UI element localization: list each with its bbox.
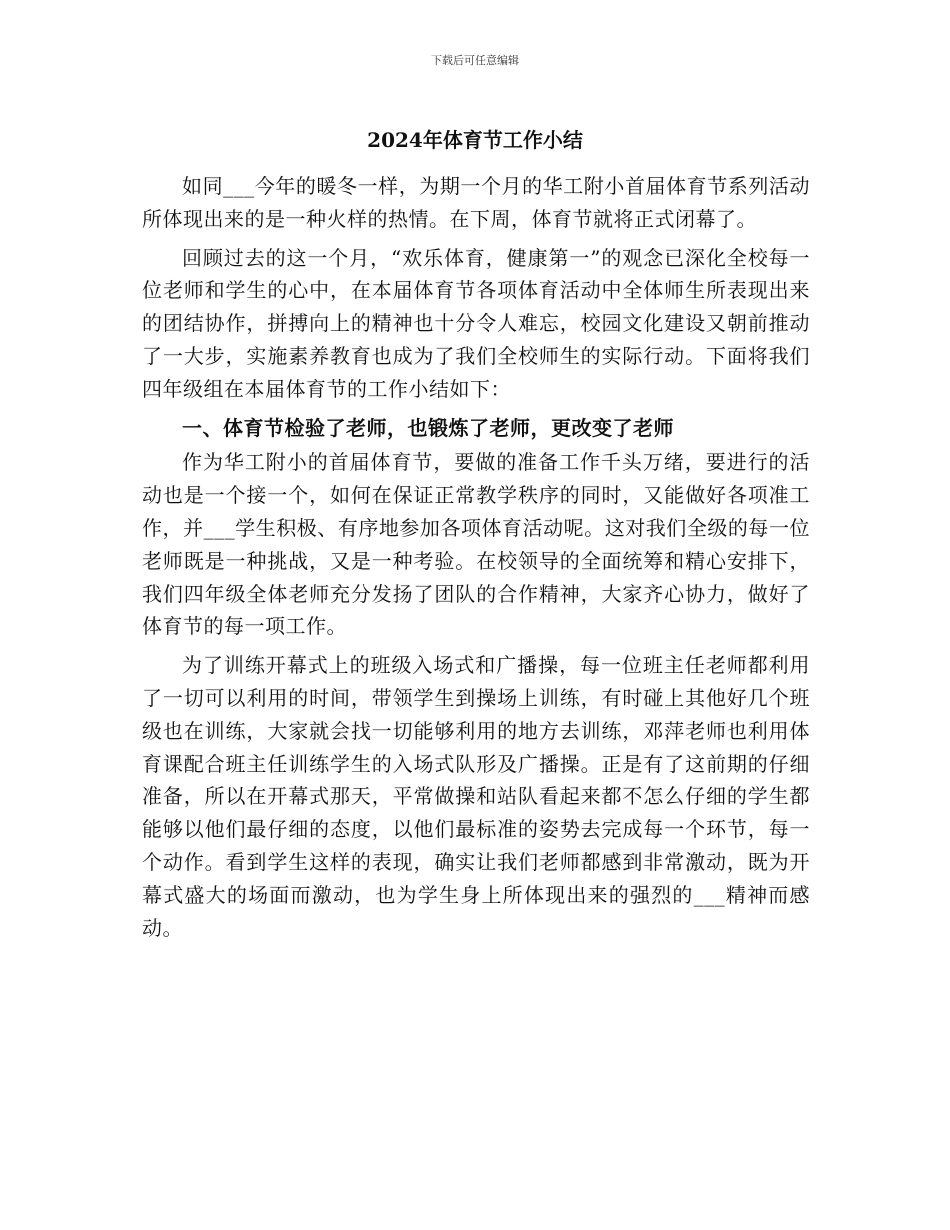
paragraph-intro: 如同___今年的暖冬一样，为期一个月的华工附小首届体育节系列活动所体现出来的是一种火样的热情。在下周，体育节就将正式闭幕了。 <box>142 174 810 231</box>
section-heading-1: 一、体育节检验了老师，也锻炼了老师，更改变了老师 <box>182 415 674 440</box>
paragraph-training: 为了训练开幕式上的班级入场式和广播操，每一位班主任老师都利用了一切可以利用的时间，带领学生到操场上训练，有时碰上其他好几个班级也在训练，大家就会找一切能够利用的地方去训练，邓萍老师也利用体育课配合班主任训练学生的入场式队形及广播操。正是有了这前期的仔细准备，所以在开幕式那天，平常做操和站队看起来都不怎么仔细的学生都能够以他们最仔细的态度，以他们最标准的姿势去完成每一个环节，每一个动作。看到学生这样的表现，确实让我们老师都感到非常激动，既为开幕式盛大的场面而激动，也为学生身上所体现出来的强烈的___精神而感动。 <box>142 653 810 940</box>
document-body <box>142 170 810 950</box>
document-title: 2024年体育节工作小结 <box>367 128 583 152</box>
paragraph-review: 回顾过去的这一个月，“欢乐体育，健康第一”的观念已深化全校每一位老师和学生的心中，在本届体育节各项体育活动中全体师生所表现出来的团结协作，拼搏向上的精神也十分令人难忘，校园文化建设又朝前推动了一大步，实施素养教育也成为了我们全校师生的实际行动。下面将我们四年级组在本届体育节的工作小结如下： <box>142 245 810 401</box>
page-header-note: 下载后可任意编辑 <box>431 54 519 67</box>
paragraph-preparation: 作为华工附小的首届体育节，要做的准备工作千头万绪，要进行的活动也是一个接一个，如何在保证正常教学秩序的同时，又能做好各项准工作，并___学生积极、有序地参加各项体育活动呢。这对我们全级的每一位老师既是一种挑战，又是一种考验。在校领导的全面统筹和精心安排下，我们四年级全体老师充分发扬了团队的合作精神，大家齐心协力，做好了体育节的每一项工作。 <box>142 450 810 639</box>
